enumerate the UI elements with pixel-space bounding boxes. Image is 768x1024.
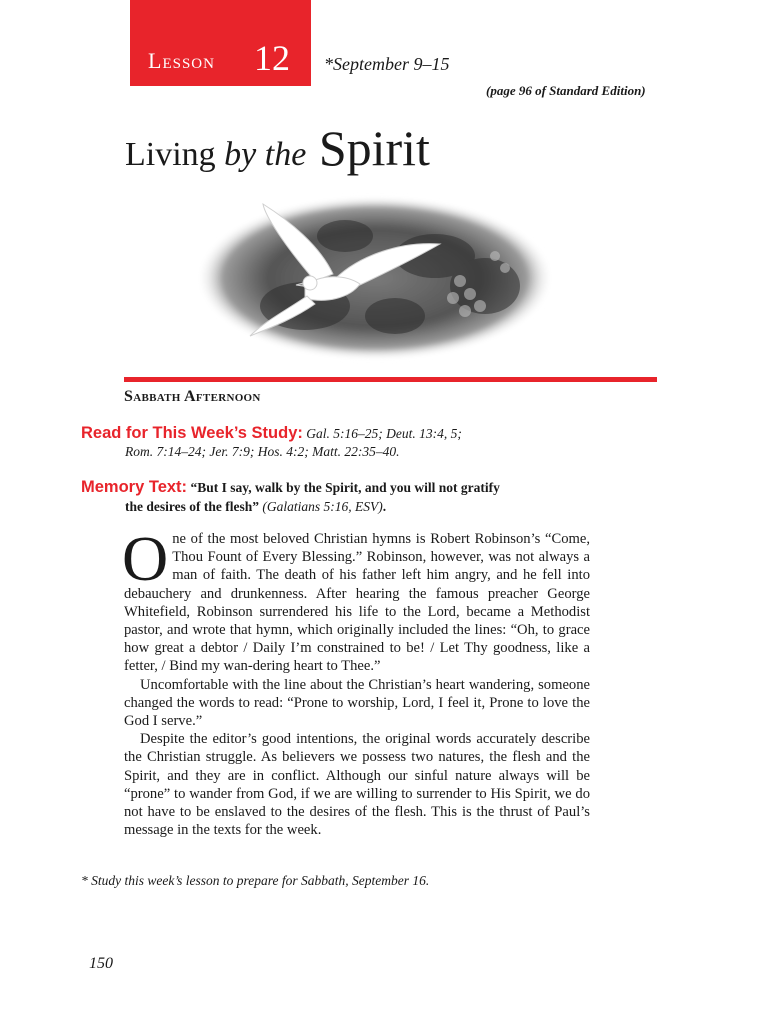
lesson-word: Lesson [148, 48, 215, 73]
read-refs-line1: Gal. 5:16–25; Deut. 13:4, 5; [302, 426, 462, 441]
memory-text-line2-wrap [81, 497, 601, 516]
title-part-living: Living [125, 136, 225, 173]
read-refs-line2: Rom. 7:14–24; Jer. 7:9; Hos. 4:2; Matt. 22:35–40. [125, 444, 400, 459]
memory-text-line2: the desires of the flesh” [125, 499, 259, 514]
read-for-study [81, 424, 601, 461]
title-part-by-the: by the [224, 136, 307, 173]
page-title [125, 118, 430, 178]
lesson-badge [130, 0, 311, 86]
memory-end: . [382, 499, 387, 514]
body-text [122, 523, 590, 839]
dove-illustration [195, 186, 555, 366]
section-heading: Sabbath Afternoon [124, 388, 261, 405]
page-number: 150 [89, 955, 113, 972]
lesson-number: 12 [254, 38, 290, 78]
paragraph-3: Despite the editor’s good intentions, the original words accurately describe the Christian struggle. As believers we possess two natures, the flesh and the Spirit, and they are in conflict. Although our sinful nature always will be “prone” to wander from God, if we are willing to surrender to His Spirit, we do not have to be enslaved to the desires of the flesh. This is the thrust of Paul’s message in the texts for the week. [124, 731, 590, 839]
paragraph-1-text: ne of the most beloved Christian hymns is Robert Robinson’s “Come, Thou Fount of Every Blessing.” Robinson, however, was not always a man of faith. The death of his father left him angry, and he fell into debauchery and drunkenness. After hearing the famous preacher George Whitefield, Robinson surrendered his life to the Lord, became a Methodist pastor, and wrote that hymn, which originally included the lines: “Oh, to grace how great a debtor / Daily I’m constrained to be! / Let Thy goodness, like a fetter, / Bind my wan-dering heart to Thee.” [124, 531, 590, 675]
lesson-date: *September 9–15 [324, 54, 450, 74]
memory-text-line1: “But I say, walk by the Spirit, and you will not gratify [187, 480, 500, 495]
drop-cap: O [122, 523, 169, 594]
section-divider [124, 377, 657, 382]
memory-reference: (Galatians 5:16, ESV) [259, 499, 383, 514]
footnote: * Study this week’s lesson to prepare for Sabbath, September 16. [81, 873, 430, 888]
memory-text [81, 478, 601, 516]
title-part-spirit: Spirit [306, 120, 430, 176]
memory-label: Memory Text: [81, 478, 188, 496]
paragraph-2: Uncomfortable with the line about the Christian’s heart wandering, someone changed the words to read: “Prone to worship, Lord, I feel it, Prone to love the God I serve.” [124, 676, 590, 730]
edition-note: (page 96 of Standard Edition) [486, 83, 646, 98]
read-label: Read for This Week’s Study: [81, 424, 303, 442]
paragraph-1 [122, 523, 590, 676]
